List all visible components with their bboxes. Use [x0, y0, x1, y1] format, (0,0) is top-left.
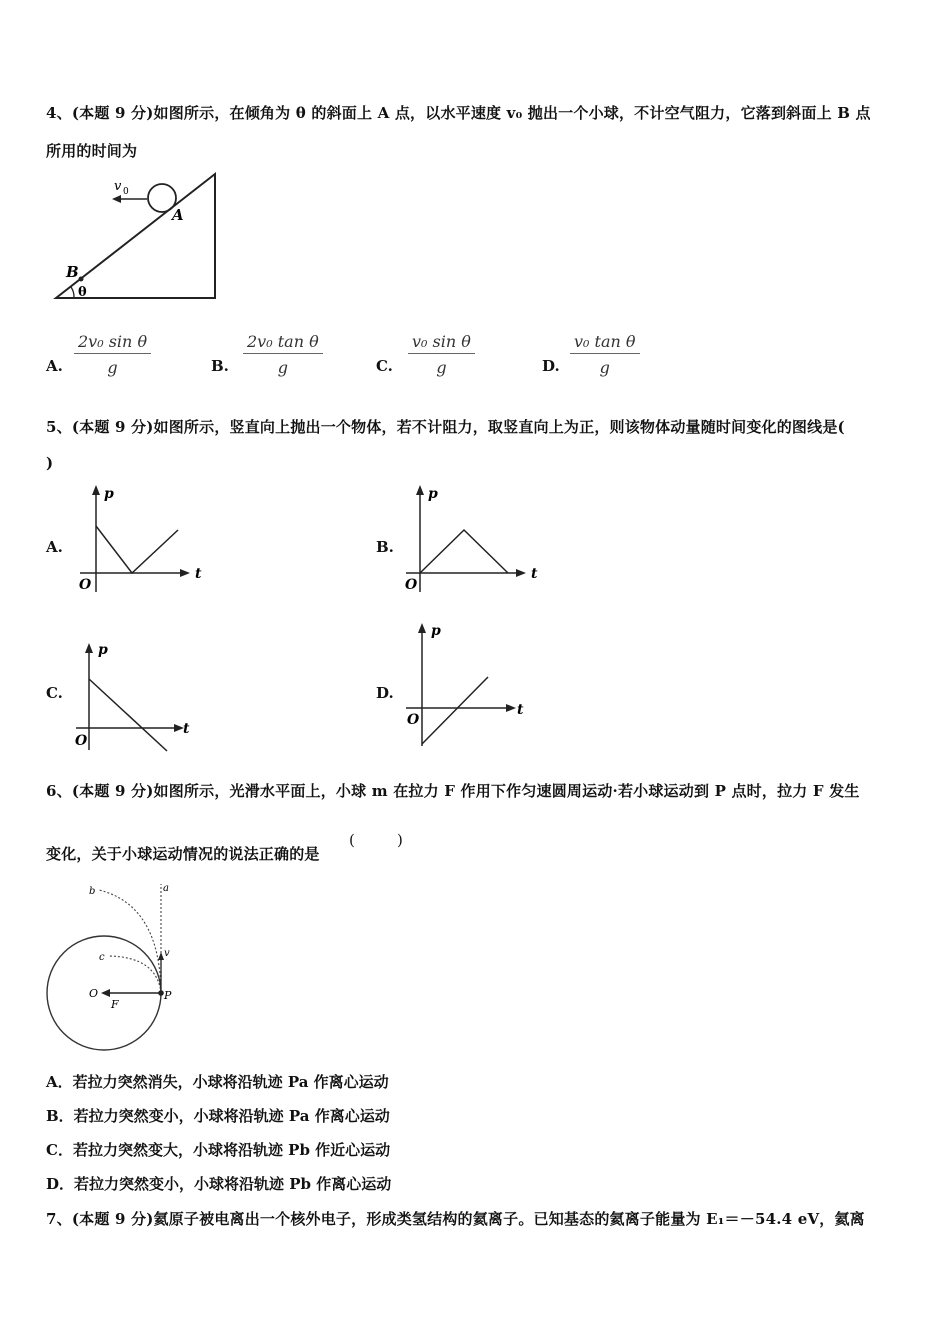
q4-stem-line1: 4、(本题 9 分)如图所示，在倾角为 θ 的斜面上 A 点，以水平速度 v₀ 抛出一个小球，不计空气阻力，它落到斜面上 B 点	[46, 104, 871, 122]
p-axis-arrow	[416, 485, 424, 495]
p-label: p	[98, 642, 108, 658]
label-a: a	[163, 883, 169, 894]
q5-option-b-label: B.	[376, 538, 394, 556]
label-c: c	[99, 952, 105, 963]
q4-option-b-label: B.	[211, 357, 229, 375]
q4-option-b-fraction	[243, 332, 323, 377]
point-B-dot	[79, 277, 84, 282]
origin-label: O	[75, 733, 88, 749]
p-axis-arrow	[92, 485, 100, 495]
curve-path-c	[109, 956, 161, 993]
q4-option-a-denominator: g	[107, 358, 118, 377]
p-axis-arrow	[418, 623, 426, 633]
answer-paren-open: (	[349, 831, 355, 849]
q4-option-a-numerator: 2v₀ sin θ	[74, 332, 151, 354]
q4-option-c-label: C.	[376, 357, 393, 375]
theta-label: θ	[78, 285, 87, 300]
q5-option-a-label: A.	[46, 538, 63, 556]
point-A-label: A	[172, 206, 184, 224]
q5-graph-a	[72, 480, 212, 595]
point-B-label: B	[66, 263, 79, 281]
q7-stem-line1: 7、(本题 9 分)氦原子被电离出一个核外电子，形成类氢结构的氦离子。已知基态的氦离子能量为 E₁＝－54.4 eV，氦离	[46, 1210, 865, 1228]
momentum-line	[422, 677, 488, 744]
q4-option-c-fraction	[408, 332, 475, 377]
t-label: t	[531, 566, 538, 582]
q6-option-a: A．若拉力突然消失，小球将沿轨迹 Pa 作离心运动	[46, 1073, 389, 1091]
q4-stem-line2: 所用的时间为	[46, 142, 138, 160]
q4-option-a-fraction	[74, 332, 151, 377]
q4-option-b-numerator: 2v₀ tan θ	[243, 332, 323, 354]
t-label: t	[517, 702, 524, 718]
label-F: F	[111, 998, 119, 1011]
p-axis-arrow	[85, 643, 93, 653]
q4-option-b-denominator: g	[277, 358, 288, 377]
q6-option-d: D．若拉力突然变小，小球将沿轨迹 Pb 作离心运动	[46, 1175, 392, 1193]
t-axis-arrow	[506, 704, 516, 712]
label-O: O	[89, 987, 99, 1000]
q5-stem-line1: 5、(本题 9 分)如图所示，竖直向上抛出一个物体，若不计阻力，取竖直向上为正，则该物体动量随时间变化的图线是(	[46, 418, 845, 436]
q5-option-c-label: C.	[46, 684, 63, 702]
label-b: b	[89, 886, 96, 897]
ball-P	[158, 990, 164, 996]
velocity-arrow-head	[112, 195, 121, 203]
q6-circular-motion-figure	[44, 880, 194, 1062]
q4-incline-figure	[50, 168, 230, 308]
momentum-line	[420, 530, 508, 573]
label-P: P	[164, 989, 172, 1002]
angle-arc	[71, 287, 74, 298]
q4-option-d-label: D.	[542, 357, 560, 375]
q6-stem-line1: 6、(本题 9 分)如图所示，光滑水平面上，小球 m 在拉力 F 作用下作匀速圆周运动·若小球运动到 P 点时，拉力 F 发生	[46, 782, 860, 800]
origin-label: O	[405, 577, 418, 593]
origin-label: O	[79, 577, 92, 593]
q5-stem-line2: )	[46, 454, 54, 472]
answer-paren-close: )	[397, 831, 403, 849]
t-label: t	[195, 566, 202, 582]
q4-option-d-fraction	[570, 332, 640, 377]
q5-graph-b	[398, 480, 548, 595]
q6-option-b: B．若拉力突然变小，小球将沿轨迹 Pa 作离心运动	[46, 1107, 390, 1125]
p-label: p	[431, 623, 441, 639]
q4-option-c-denominator: g	[436, 358, 447, 377]
t-axis-arrow	[180, 569, 190, 577]
p-label: p	[428, 486, 438, 502]
q5-graph-c	[72, 632, 202, 754]
force-arrow-head	[101, 989, 110, 997]
q6-option-c: C．若拉力突然变大，小球将沿轨迹 Pb 作近心运动	[46, 1141, 391, 1159]
momentum-line	[89, 679, 167, 751]
origin-label: O	[407, 712, 420, 728]
q5-graph-d	[400, 618, 530, 748]
t-label: t	[183, 721, 190, 737]
momentum-line	[96, 526, 178, 573]
q4-option-c-numerator: v₀ sin θ	[408, 332, 475, 354]
q6-stem-line2: 变化，关于小球运动情况的说法正确的是	[46, 845, 320, 863]
q4-option-d-numerator: v₀ tan θ	[570, 332, 640, 354]
t-axis-arrow	[516, 569, 526, 577]
label-v: v	[164, 948, 170, 959]
v0-subscript: 0	[123, 187, 129, 197]
v0-label: v	[114, 179, 122, 194]
q4-option-d-denominator: g	[599, 358, 610, 377]
q5-option-d-label: D.	[376, 684, 394, 702]
q4-option-a-label: A.	[46, 357, 63, 375]
p-label: p	[104, 486, 114, 502]
